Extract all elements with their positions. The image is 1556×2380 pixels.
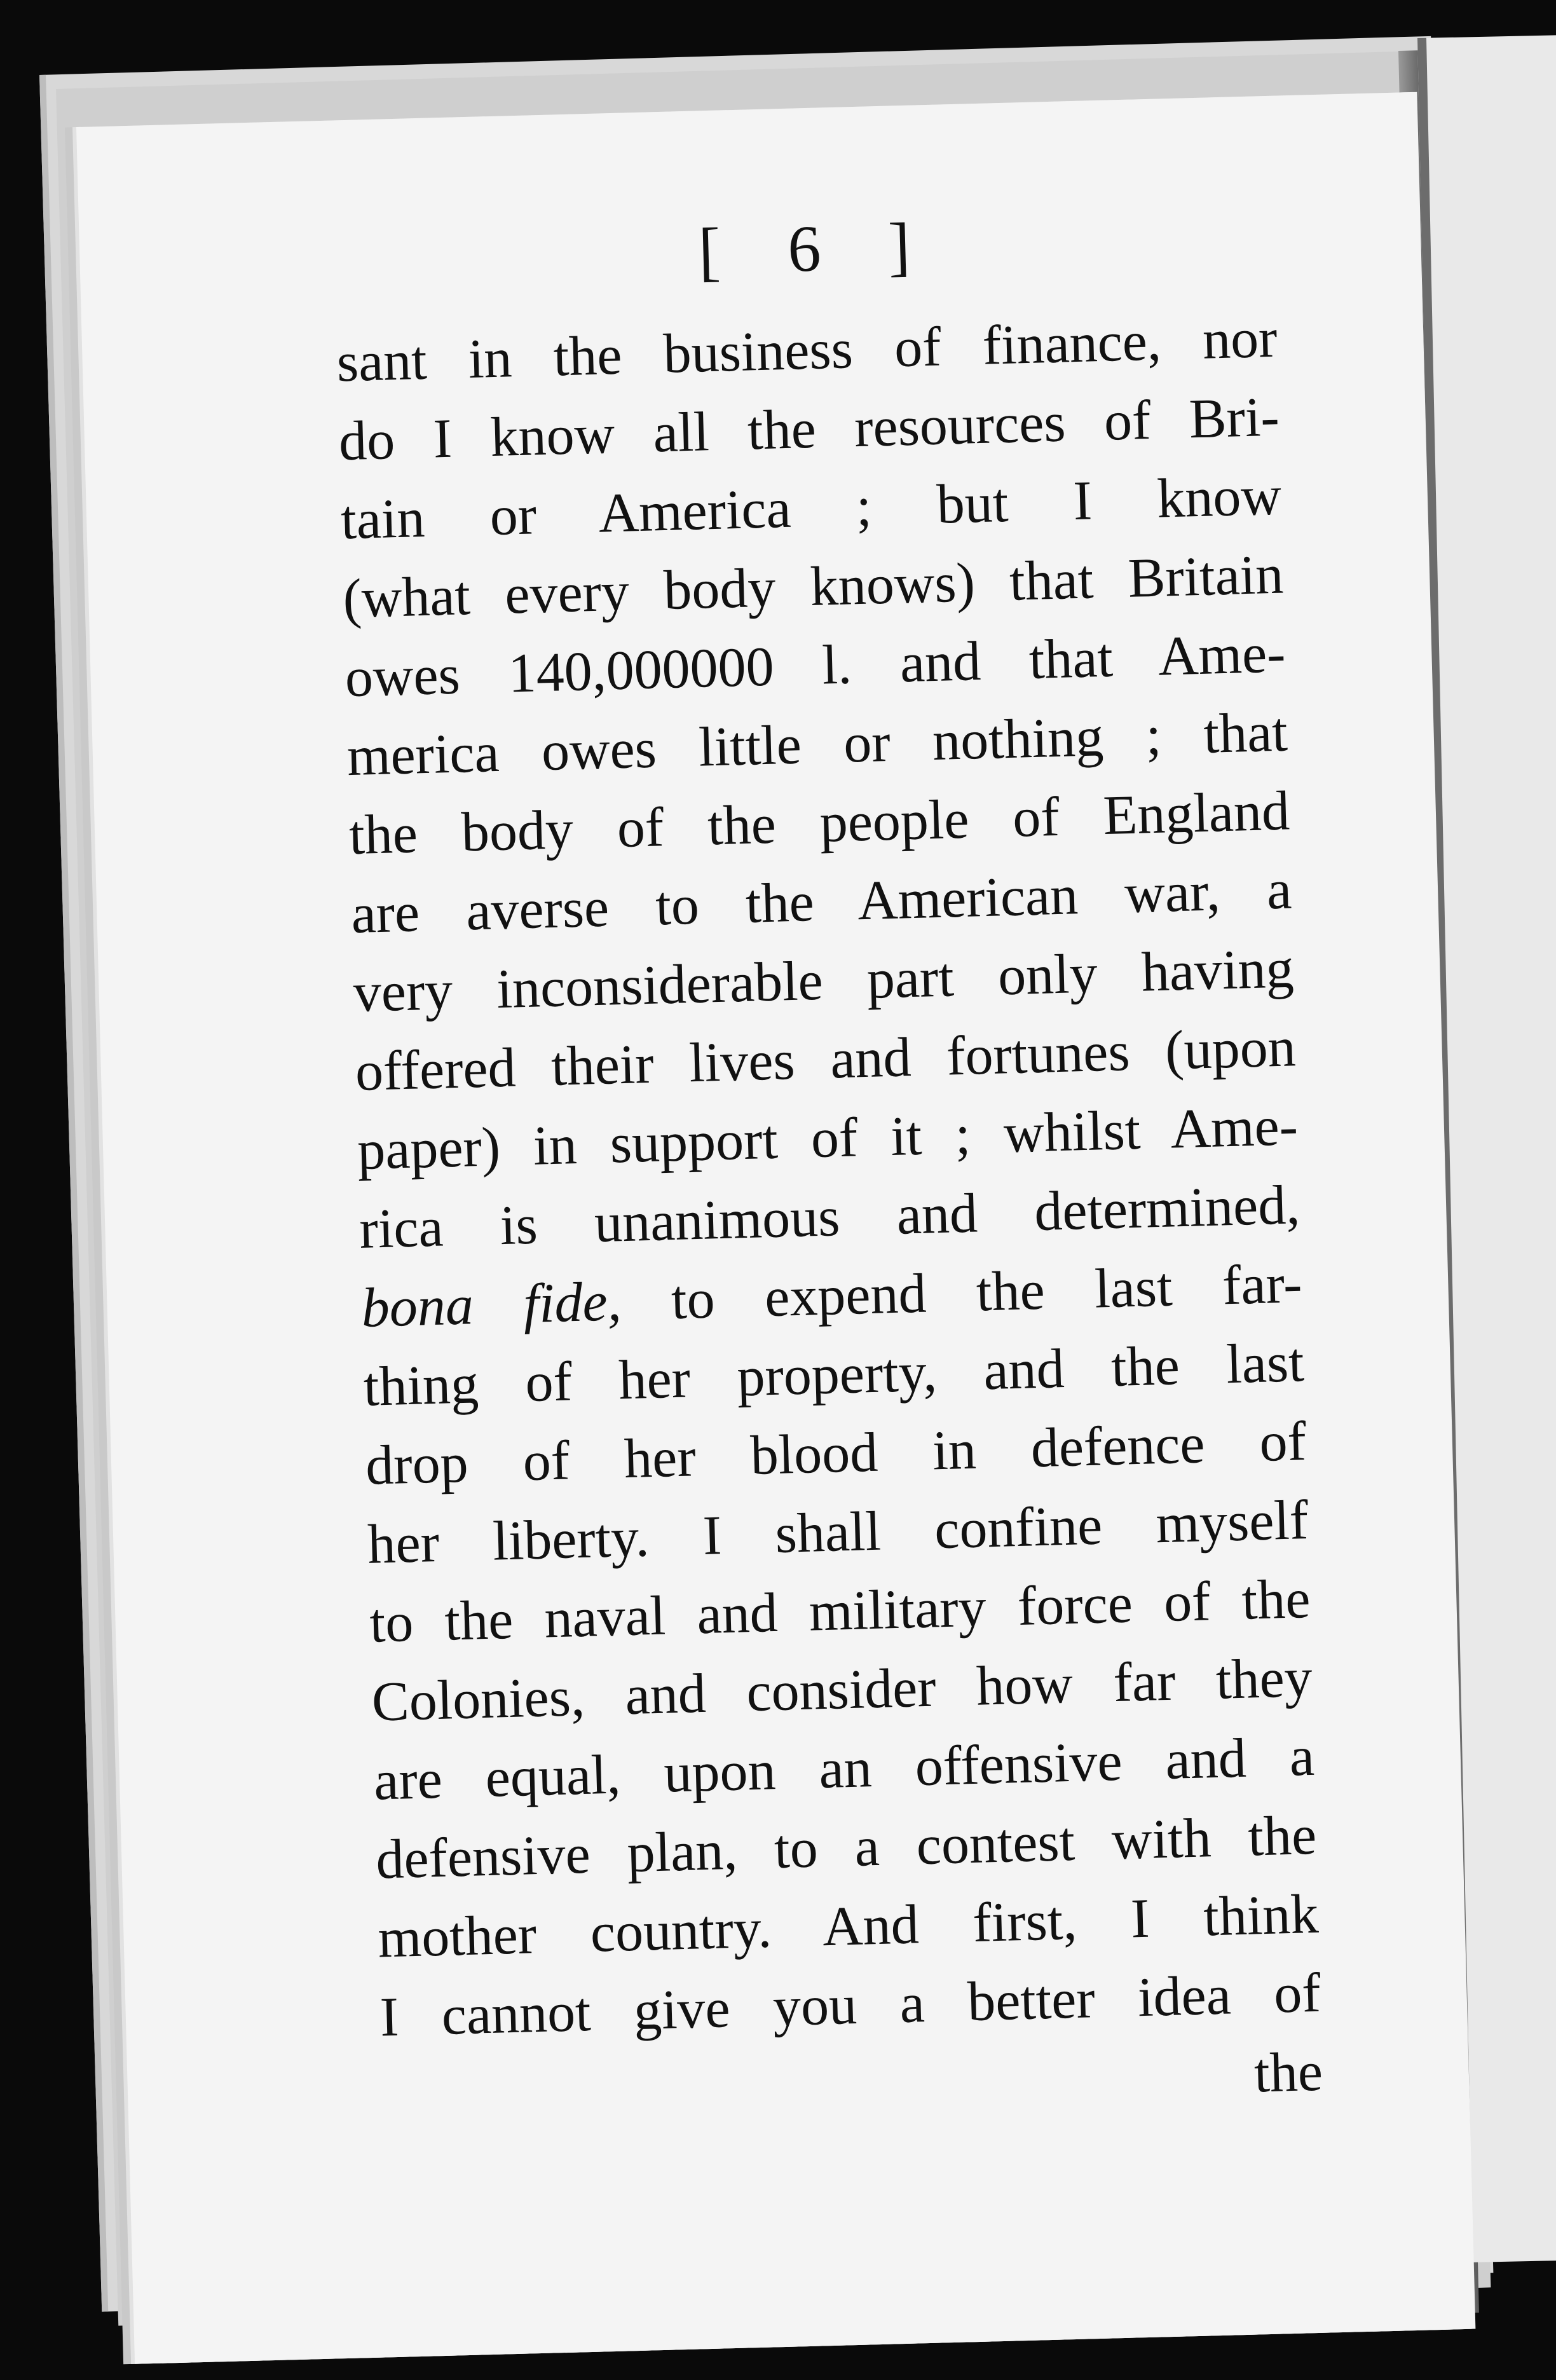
text-line: her liberty. I shall confine myself	[367, 1489, 1309, 1576]
text-line: owes 140,000000 l. and that Ame-	[344, 622, 1286, 709]
text-line: offered their lives and fortunes (upon	[354, 1016, 1297, 1103]
page-text-block	[333, 204, 1323, 2137]
book-page	[76, 92, 1475, 2364]
text-line: are equal, upon an offensive and a	[373, 1725, 1316, 1812]
text-line: Colonies, and consider how far they	[371, 1646, 1313, 1734]
text-line: to the naval and military force of the	[369, 1568, 1311, 1655]
text-line-rest: to expend the last far-	[670, 1253, 1303, 1332]
text-line: the body of the people of England	[348, 780, 1291, 867]
text-line: sant in the business of finance, nor	[336, 307, 1278, 394]
text-line: paper) in support of it ; whilst Ame-	[357, 1095, 1299, 1182]
text-line: mother country. And first, I think	[377, 1883, 1320, 1970]
text-line: very inconsiderable part only having	[352, 938, 1295, 1025]
text-line: rica is unanimous and determined,	[358, 1174, 1301, 1261]
text-line: drop of her blood in defence of	[365, 1411, 1307, 1497]
text-line: do I know all the resources of Bri-	[338, 386, 1280, 473]
text-line: (what every body knows) that Britain	[342, 544, 1285, 631]
text-line: tain or America ; but I know	[340, 465, 1283, 552]
page-number: [ 6 ]	[697, 209, 937, 289]
text-line: are averse to the American war, a	[350, 859, 1293, 946]
text-line: thing of her property, and the last	[362, 1332, 1305, 1418]
text-line: I cannot give you a better idea of	[379, 1962, 1321, 2049]
italic-phrase: bona fide,	[360, 1271, 622, 1339]
text-line: merica owes little or nothing ; that	[346, 701, 1288, 788]
text-line: defensive plan, to a contest with the	[375, 1804, 1318, 1891]
catchword: the	[1253, 2041, 1324, 2105]
